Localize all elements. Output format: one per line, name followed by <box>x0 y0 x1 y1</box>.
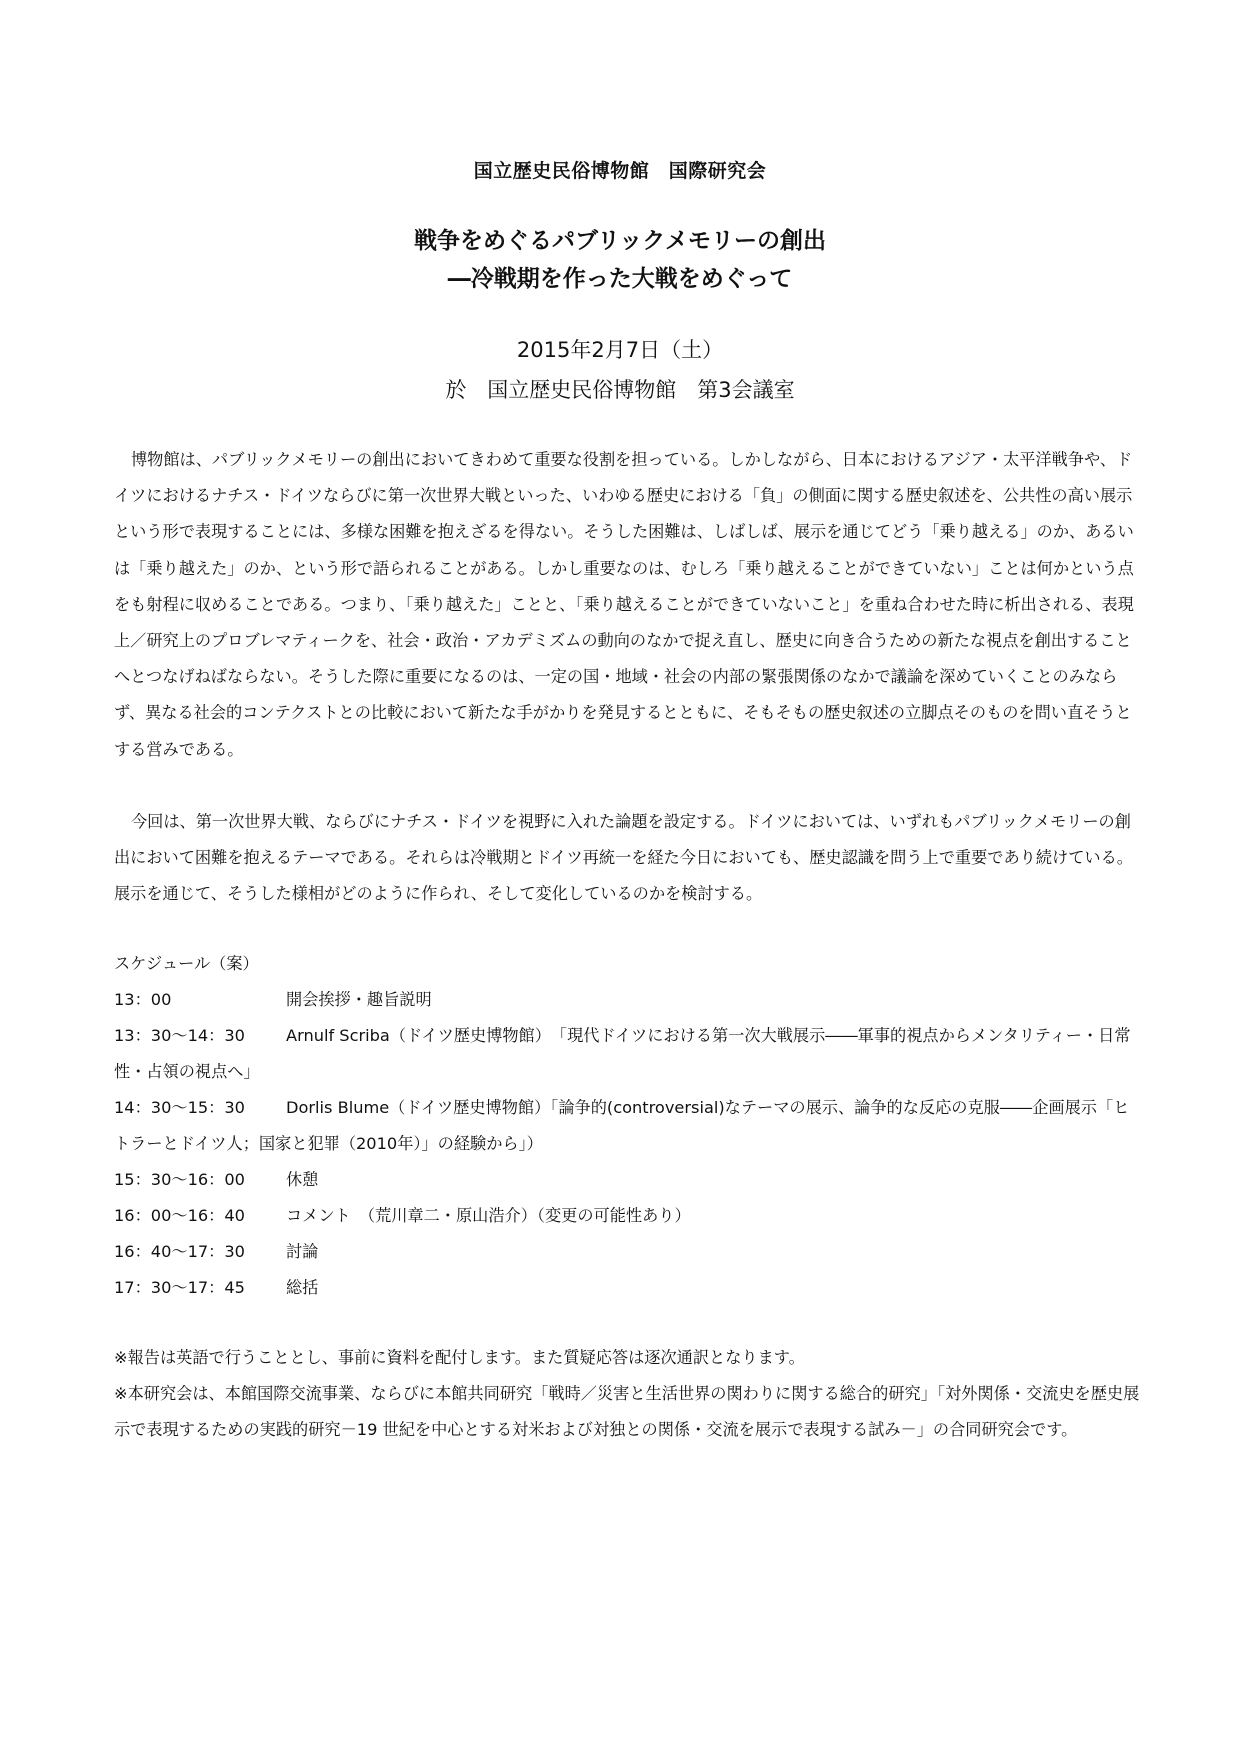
schedule-item <box>114 1234 1144 1270</box>
title-line-2: ―冷戦期を作った大戦をめぐって <box>447 266 793 292</box>
notes-section <box>114 1340 1144 1449</box>
schedule-time: 14：30〜15：30 <box>114 1098 245 1117</box>
schedule-time: 15：30〜16：00 <box>114 1170 245 1189</box>
schedule-list <box>114 982 1144 1306</box>
note-joint-research: ※本研究会は、本館国際交流事業、ならびに本館共同研究「戦時／災害と生活世界の関わりに関する総合的研究」「対外関係・交流史を歴史展示で表現するための実践的研究－19 世紀を中心とする対米および対独との関係・交流を展示で表現する試み－」の合同研究会です。 <box>114 1384 1140 1440</box>
schedule-desc: 休憩 <box>286 1170 319 1189</box>
note-language: ※報告は英語で行うこととし、事前に資料を配付します。また質疑応答は逐次通訳となります。 <box>114 1348 805 1367</box>
schedule-item <box>114 982 1144 1018</box>
schedule-item <box>114 1270 1144 1306</box>
schedule-time: 13：00 <box>114 990 172 1009</box>
schedule-time: 13：30〜14：30 <box>114 1026 245 1045</box>
document-title <box>0 222 1240 298</box>
intro-paragraph-2 <box>114 804 1144 913</box>
date-venue-block <box>0 330 1240 410</box>
schedule-heading: スケジュール（案） <box>114 954 259 973</box>
organizer-heading: 国立歴史民俗博物館 国際研究会 <box>473 160 767 182</box>
intro-paragraph-1 <box>114 442 1144 768</box>
schedule-desc: 開会挨拶・趣旨説明 <box>286 990 432 1009</box>
schedule-item <box>114 1198 1144 1234</box>
paragraph-text: 博物館は、パブリックメモリーの創出においてきわめて重要な役割を担っている。しかしながら、日本におけるアジア・太平洋戦争や、ドイツにおけるナチス・ドイツならびに第一次世界大戦といった、いわゆる歴史における「負」の側面に関する歴史叙述を、公共性の高い展示という形で表現することには、多様な困難を抱えざるを得ない。そうした困難は、しばしば、展示を通じてどう「乗り越える」のか、あるいは「乗り越えた」のか、という形で語られることがある。しかし重要なのは、むしろ「乗り越えることができていない」ことは何かという点をも射程に収めることである。つまり、「乗り越えた」ことと、「乗り越えることができていないこと」を重ね合わせた時に析出される、表現上／研究上のプロブレマティークを、社会・政治・アカデミズムの動向のなかで捉え直し、歴史に向き合うための新たな視点を創出することへとつなげねばならない。そうした際に重要になるのは、一定の国・地域・社会の内部の緊張関係のなかで議論を深めていくことのみならず、異なる社会的コンテクストとの比較において新たな手がかりを発見するとともに、そもそもの歴史叙述の立脚点そのものを問い直そうとする営みである。 <box>114 450 1134 759</box>
schedule-desc: 総括 <box>286 1278 319 1297</box>
schedule-time: 16：00〜16：40 <box>114 1206 245 1225</box>
schedule-desc: Arnulf Scriba（ドイツ歴史博物館） 「現代ドイツにおける第一次大戦展示――軍事的視点からメンタリティー・日常性・占領の視点へ」 <box>114 1026 1131 1081</box>
schedule-desc: 討論 <box>286 1242 319 1261</box>
schedule-desc: Dorlis Blume（ドイツ歴史博物館）「論争的(controversial)なテーマの展示、論争的な反応の克服――企画展示「ヒトラーとドイツ人；国家と犯罪（2010年）」の経験から」） <box>114 1098 1130 1153</box>
schedule-time: 17：30〜17：45 <box>114 1278 245 1297</box>
schedule-item <box>114 1018 1144 1090</box>
schedule-desc: コメント （荒川章二・原山浩介）（変更の可能性あり） <box>286 1206 691 1225</box>
schedule-time: 16：40〜17：30 <box>114 1242 245 1261</box>
paragraph-text: 今回は、第一次世界大戦、ならびにナチス・ドイツを視野に入れた論題を設定する。ドイツにおいては、いずれもパブリックメモリーの創出において困難を抱えるテーマである。それらは冷戦期とドイツ再統一を経た今日においても、歴史認識を問う上で重要であり続けている。展示を通じて、そうした様相がどのように作られ、そして変化しているのかを検討する。 <box>114 812 1133 904</box>
schedule-item <box>114 1162 1144 1198</box>
title-line-1: 戦争をめぐるパブリックメモリーの創出 <box>414 228 826 254</box>
event-venue: 於 国立歴史民俗博物館 第3会議室 <box>445 378 795 402</box>
schedule-item <box>114 1090 1144 1162</box>
event-date: 2015年2月7日（土） <box>516 338 724 362</box>
